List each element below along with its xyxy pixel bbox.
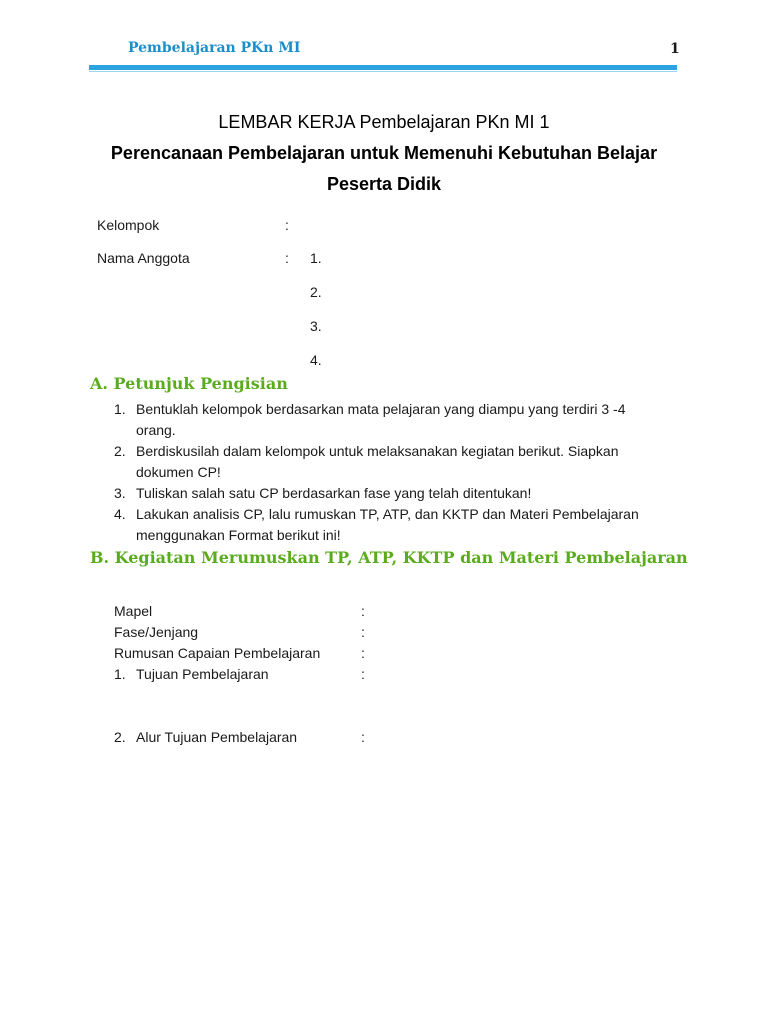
rumusan-cp-label: Rumusan Capaian Pembelajaran [114,645,321,661]
header-rule [89,65,677,70]
member-number: 4. [310,352,322,368]
document-title: LEMBAR KERJA Pembelajaran PKn MI 1 [218,112,550,132]
instruction-number: 2. [114,443,126,459]
section-b-heading: B. Kegiatan Merumuskan TP, ATP, KKTP dan Materi Pembelajaran [90,548,688,567]
document-subtitle-line2: Peserta Didik [326,174,442,194]
page-number: 1 [670,41,680,57]
tujuan-number: 1. [114,666,126,682]
instruction-number: 4. [114,506,126,522]
fase-colon: : [361,624,365,640]
rumusan-cp-colon: : [361,645,365,661]
instruction-list [114,399,674,546]
instruction-item [114,483,674,504]
section-a-heading: A. Petunjuk Pengisian [90,374,288,393]
mapel-colon: : [361,603,365,619]
member-number: 1. [310,250,322,266]
instruction-item [114,504,674,546]
instruction-text: Lakukan analisis CP, lalu rumuskan TP, ATP, dan KKTP dan Materi Pembelajaran [136,506,639,522]
alur-tujuan-label: Alur Tujuan Pembelajaran [136,729,298,745]
kelompok-colon: : [285,217,289,233]
alur-number: 2. [114,729,126,745]
instruction-item [114,441,674,483]
kelompok-label: Kelompok [97,217,160,233]
document-subtitle-line1: Perencanaan Pembelajaran untuk Memenuhi Kebutuhan Belajar [110,143,658,163]
running-header-title: Pembelajaran PKn MI [128,40,301,56]
instruction-text: Tuliskan salah satu CP berdasarkan fase yang telah ditentukan! [136,485,532,501]
instruction-text-cont: menggunakan Format berikut ini! [136,527,341,543]
instruction-text: Berdiskusilah dalam kelompok untuk melaksanakan kegiatan berikut. Siapkan [136,443,619,459]
instruction-item [114,399,674,441]
nama-anggota-colon: : [285,250,289,266]
member-number: 2. [310,284,322,300]
member-number: 3. [310,318,322,334]
instruction-text-cont: orang. [136,422,176,438]
instruction-number: 3. [114,485,126,501]
fase-label: Fase/Jenjang [114,624,199,640]
instruction-text-cont: dokumen CP! [136,464,221,480]
tujuan-pembelajaran-label: Tujuan Pembelajaran [136,666,269,682]
mapel-label: Mapel [114,603,153,619]
alur-colon: : [361,729,365,745]
instruction-number: 1. [114,401,126,417]
nama-anggota-label: Nama Anggota [97,250,190,266]
tujuan-colon: : [361,666,365,682]
instruction-text: Bentuklah kelompok berdasarkan mata pelajaran yang diampu yang terdiri 3 -4 [136,401,626,417]
header-rule-thin [89,71,677,72]
